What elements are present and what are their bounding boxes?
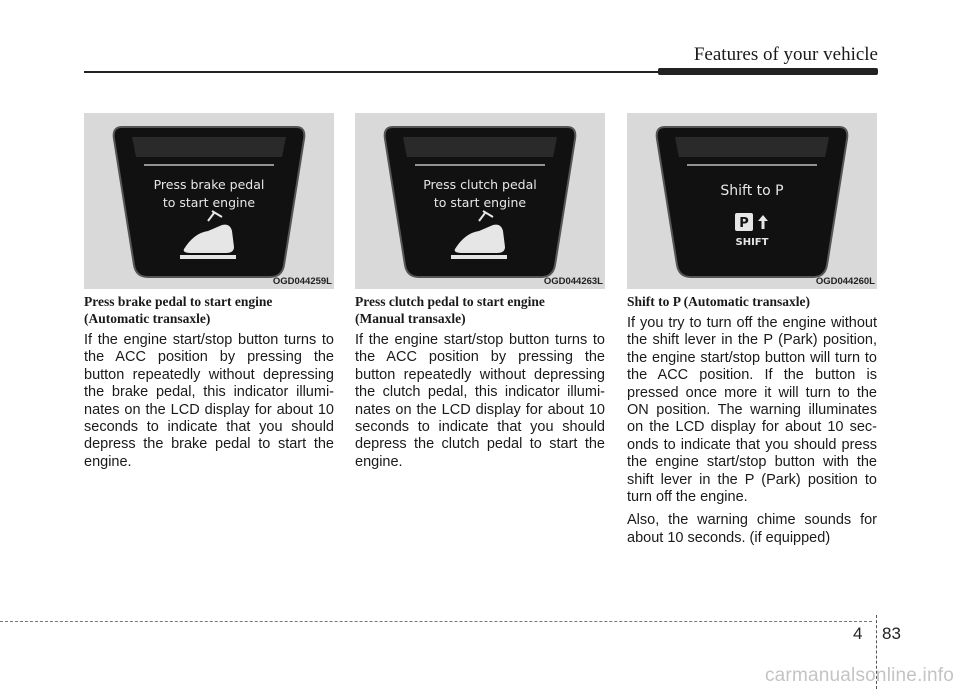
section-heading — [627, 293, 877, 310]
section-heading — [355, 293, 605, 327]
chapter-number: 4 — [853, 624, 863, 643]
heading-line: (Automatic transaxle) — [84, 311, 211, 326]
figure-code: OGD044260L — [815, 276, 875, 287]
figure-clutch-pedal — [355, 113, 605, 289]
heading-line: Press brake pedal to start engine — [84, 294, 273, 309]
header-rule — [84, 71, 660, 73]
display-line-1: Press clutch pedal — [423, 177, 537, 192]
display-line-2: to start engine — [433, 195, 527, 210]
body-paragraph: If the engine start/stop button turns to the ACC position by pressing the button repeatedly without depressing the clutch pedal, this indicator illumi-nates on the LCD display for about 10 seconds to indicate that you should depress the clutch pedal to start the engine. — [355, 332, 605, 470]
body-paragraph: If you try to turn off the engine without the shift lever in the P (Park) position, the engine start/stop button will turn to the ACC position. If the button is pressed once more it will turn to the ON position. The warning illuminates on the LCD display for about 10 sec-onds to indicate that you should press the engine start/stop button with the shift lever in the P (Park) position to turn off the engine. — [627, 315, 877, 506]
column-clutch-pedal — [355, 293, 605, 471]
figure-code: OGD044259L — [272, 276, 332, 287]
display-line-1: Press brake pedal — [153, 177, 265, 192]
header-rule-accent — [658, 68, 878, 75]
display-line-2: to start engine — [162, 195, 256, 210]
shift-label: SHIFT — [735, 237, 769, 248]
body-paragraph: Also, the warning chime sounds for about 10 seconds. (if equipped) — [627, 512, 877, 546]
page-number: 83 — [882, 624, 901, 643]
section-heading — [84, 293, 334, 327]
column-shift-to-p — [627, 293, 877, 547]
park-badge: P — [739, 216, 749, 231]
footer-rule — [0, 621, 872, 622]
column-brake-pedal — [84, 293, 334, 471]
figure-code: OGD044263L — [543, 276, 603, 287]
display-line-1: Shift to P — [720, 183, 784, 199]
section-title: Features of your vehicle — [693, 44, 878, 65]
watermark: carmanualsonline.info — [764, 665, 954, 686]
body-paragraph: If the engine start/stop button turns to the ACC position by pressing the button repeatedly without depressing the brake pedal, this indicator illumi-nates on the LCD display for about 10 seconds to indicate that you should depress the brake pedal to start the engine. — [84, 332, 334, 470]
heading-line: Press clutch pedal to start engine — [355, 294, 545, 309]
lcd-display-illustration — [355, 113, 605, 289]
lcd-display-illustration — [84, 113, 334, 289]
heading-line: Shift to P (Automatic transaxle) — [627, 294, 810, 309]
lcd-display-illustration — [627, 113, 877, 289]
heading-line: (Manual transaxle) — [355, 311, 466, 326]
figure-shift-to-p — [627, 113, 877, 289]
figure-brake-pedal — [84, 113, 334, 289]
